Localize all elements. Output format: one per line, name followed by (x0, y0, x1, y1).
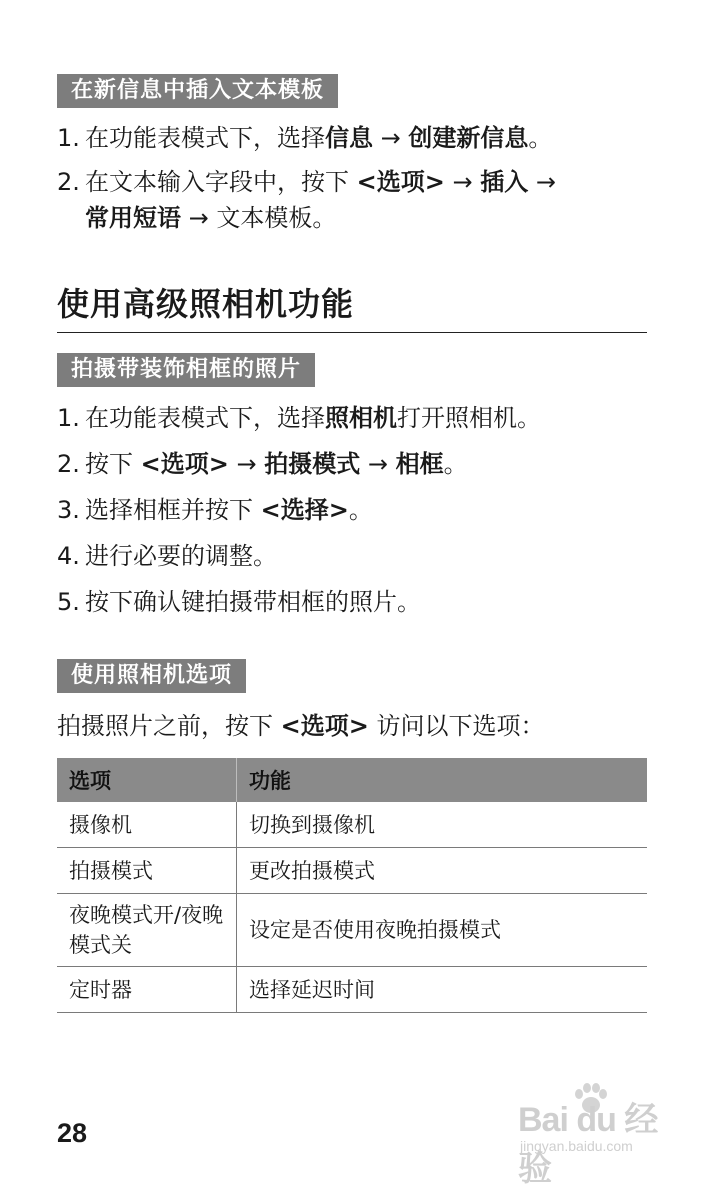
step-number: 1. (57, 124, 80, 152)
step-text-part: → 文本模板。 (181, 204, 337, 232)
menu-term: 常用短语 (85, 204, 181, 232)
step-number: 2. (57, 168, 80, 196)
frame-photo-steps (57, 400, 647, 620)
step-number: 3. (57, 496, 80, 524)
step-text-part: 。 (443, 450, 468, 478)
step-text-part: 在文本输入字段中，按下 (85, 168, 357, 196)
step-text-part: 在功能表模式下，选择 (85, 404, 325, 432)
step-text-part: 。 (348, 496, 373, 524)
page-number: 28 (57, 1118, 88, 1148)
step-number: 1. (57, 404, 80, 432)
step-text (85, 492, 647, 528)
step-text-part: 在功能表模式下，选择 (85, 124, 325, 152)
intro-text-part: 访问以下选项： (368, 712, 545, 740)
step-text-part: 按下 (85, 450, 141, 478)
arrow-text: → (528, 168, 556, 196)
function-cell: 更改拍摄模式 (237, 848, 648, 894)
insert-template-section (57, 74, 338, 108)
function-cell: 选择延迟时间 (237, 967, 648, 1013)
table-row (57, 802, 647, 848)
section-label-frame-photo: 拍摄带装饰相框的照片 (57, 353, 315, 387)
step-item (57, 164, 647, 236)
step-text (85, 164, 647, 236)
menu-term: 拍摄模式 (264, 450, 361, 478)
menu-term: 照相机 (325, 404, 397, 432)
step-number: 2. (57, 450, 80, 478)
table-row (57, 894, 647, 967)
arrow-text: → (373, 124, 409, 152)
step-text: 按下确认键拍摄带相框的照片。 (85, 588, 421, 616)
section-label-insert-template: 在新信息中插入文本模板 (57, 74, 338, 108)
step-item (57, 120, 647, 156)
section-title-advanced-camera: 使用高级照相机功能 (57, 282, 647, 333)
section-label-camera-options: 使用照相机选项 (57, 659, 246, 693)
step-item (57, 400, 647, 436)
camera-options-intro (57, 708, 647, 744)
camera-options-table (57, 758, 647, 1013)
step-item (57, 538, 647, 574)
step-item (57, 584, 647, 620)
intro-text-part: 拍摄照片之前，按下 (57, 712, 281, 740)
option-cell: 摄像机 (57, 802, 237, 848)
menu-term: 相框 (395, 450, 444, 478)
step-text: 进行必要的调整。 (85, 542, 277, 570)
step-number: 4. (57, 542, 80, 570)
step-text (85, 400, 647, 436)
softkey-term: <选项> (356, 168, 445, 196)
function-cell: 设定是否使用夜晚拍摄模式 (237, 894, 648, 967)
arrow-text: → (228, 450, 265, 478)
step-text (85, 446, 647, 482)
table-header-row (57, 758, 647, 802)
table-row (57, 848, 647, 894)
baidu-jingyan-watermark (518, 1082, 688, 1188)
table-row (57, 967, 647, 1013)
step-item (57, 492, 647, 528)
step-text (85, 120, 647, 156)
step-text-part: 打开照相机。 (397, 404, 541, 432)
menu-term: 信息 (325, 124, 373, 152)
insert-template-steps (57, 120, 647, 236)
option-cell: 拍摄模式 (57, 848, 237, 894)
option-cell: 夜晚模式开/夜晚模式关 (57, 894, 237, 967)
watermark-url: jingyan.baidu.com (520, 1138, 633, 1154)
step-number: 5. (57, 588, 80, 616)
step-item (57, 446, 647, 482)
arrow-text: → (360, 450, 396, 478)
step-text-part: 。 (528, 124, 553, 152)
arrow-text: → (444, 168, 481, 196)
column-header-option: 选项 (57, 758, 237, 802)
menu-term: 插入 (480, 168, 529, 196)
watermark-logo: Bai du 经验 (518, 1101, 658, 1188)
step-text-part: 选择相框并按下 (85, 496, 261, 524)
softkey-term: <选项> (280, 712, 369, 740)
menu-term: 创建新信息 (408, 124, 529, 152)
function-cell: 切换到摄像机 (237, 802, 648, 848)
softkey-term: <选项> (140, 450, 229, 478)
option-cell: 定时器 (57, 967, 237, 1013)
softkey-term: <选择> (260, 496, 349, 524)
column-header-function: 功能 (237, 758, 648, 802)
